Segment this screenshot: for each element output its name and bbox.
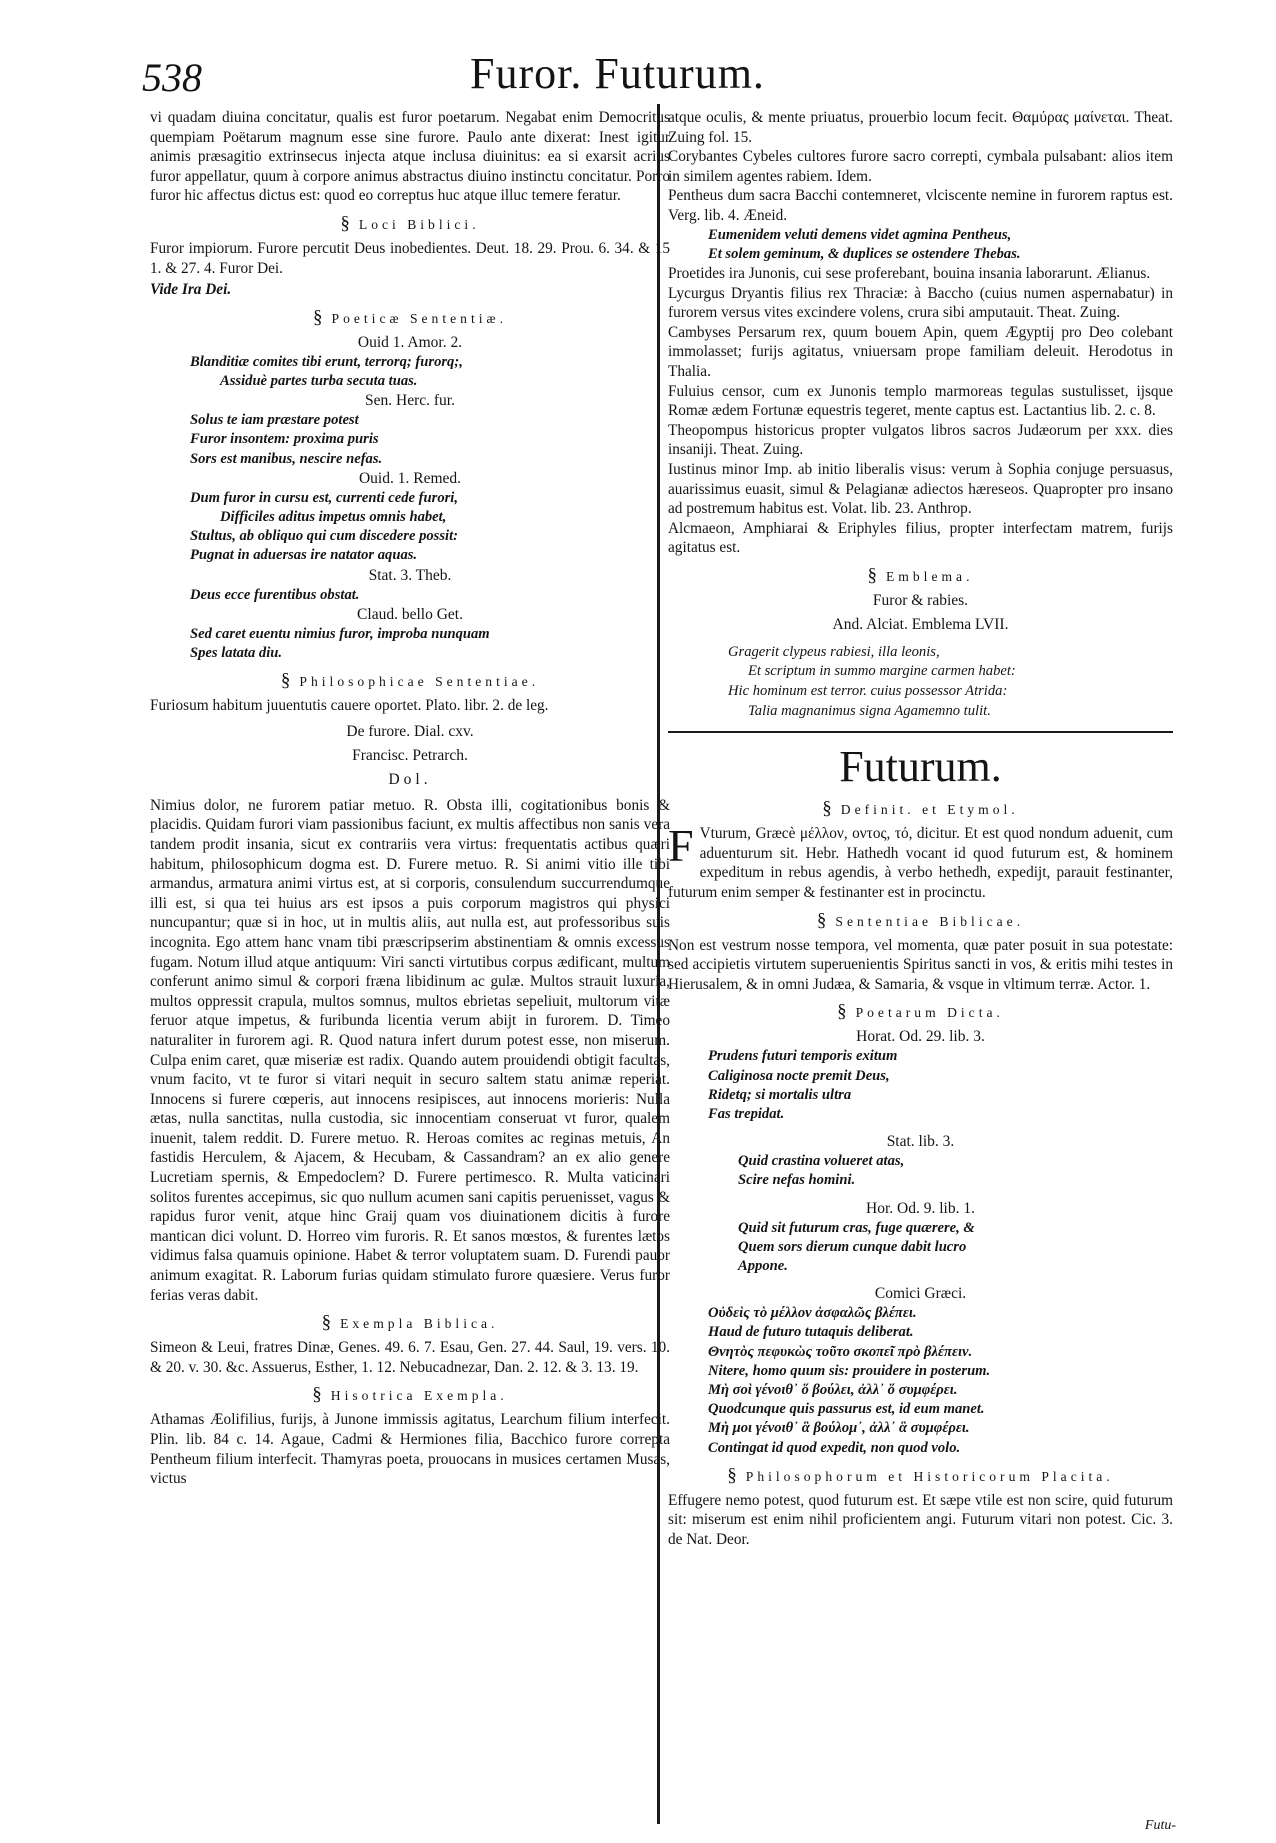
- emblema-source: And. Alciat. Emblema LVII.: [832, 615, 1009, 633]
- source-ouid-remed: Ouid. 1. Remed.: [358, 469, 462, 487]
- verse-line: Quid crastina volueret atas,: [738, 1153, 905, 1170]
- source-claudian: Claud. bello Get.: [357, 605, 463, 623]
- loci-biblici-text: Furor impiorum. Furore percutit Deus inobedientes. Deut. 18. 29. Prou. 6. 34. & 15 1. & 27. 4. Furor Dei.: [150, 239, 670, 277]
- lycurgus-entry: Lycurgus Dryantis filius rex Thraciæ: à Baccho (cuius numen aspernabatur) in furorem versus vites excindere volens, crura sibi amputauit. Theat. Zuing.: [668, 284, 1173, 322]
- right-column: [668, 108, 1173, 1550]
- verse-line: Assiduè partes turba secuta tuas.: [220, 372, 418, 389]
- verse-line: Haud de futuro tutaquis deliberat.: [708, 1324, 914, 1341]
- philosophicae-heading: § Philosophicae Sententiae.: [280, 670, 540, 692]
- section-divider: [668, 731, 1173, 733]
- source-horace-29: Horat. Od. 29. lib. 3.: [856, 1028, 985, 1046]
- corybantes-entry: Corybantes Cybeles cultores furore sacro correpti, cymbala pulsabant: alios item in similem agentes rabiem. Idem.: [668, 148, 1173, 185]
- proetides-entry: Proetides ira Junonis, cui sese proferebant, bouina insania laborarunt. Ælianus.: [668, 264, 1151, 282]
- pentheus-entry: Pentheus dum sacra Bacchi contemneret, vlciscente nemine in furorem raptus est. Verg. lib. 4. Æneid.: [668, 187, 1173, 224]
- verse-line: Dum furor in cursu est, currenti cede furori,: [190, 489, 458, 506]
- intro-paragraph: vi quadam diuina concitatur, qualis est furor poetarum. Negabat enim Democritus quempiam Poëtarum magnum esse sine furore. Paulo ante dixerat: Inest igitur animis præsagitio extrinsecus injecta atque inclusa diuinitus: ea si exarsit acrius furor appellatur, quum à corpore animus abstractus diuino instinctu concitatur. Porro furor hic affectus dictus est: quod eo correptus huc atque illuc temere feratur.: [150, 109, 670, 205]
- verse-line: Ridetq; si mortalis ultra: [708, 1086, 852, 1103]
- verse-line: Pugnat in aduersas ire natator aquas.: [190, 547, 418, 564]
- sententiae-biblicae-text: Non est vestrum nosse tempora, vel momenta, quæ pater posuit in sua potestate: sed accipietis virtutem superuenientis Spiritus sancti in vos, & eritis mihi testes in Hierusalem, & in omni Judæa, & Samaria, & vsque in vltimum terræ. Actor. 1.: [668, 936, 1173, 993]
- cambyses-entry: Cambyses Persarum rex, quum bouem Apin, quem Ægyptij pro Deo colebant immolasset; furijs agitatus, vniuersam prope familiam deleuit. Herodotus in Thalia.: [668, 323, 1173, 380]
- philosophicae-text: Furiosum habitum juuentutis cauere oportet. Plato. libr. 2. de leg.: [150, 697, 549, 715]
- poetarum-heading: § Poetarum Dicta.: [837, 1001, 1004, 1023]
- theopompus-entry: Theopompus historicus propter vulgatos libros sacros Judæorum per xxx. dies insaniji. Theat. Zuing.: [668, 421, 1173, 459]
- continuation-paragraph: atque oculis, & mente priuatus, prouerbio locum fecit. Θαμύρας μαίνεται. Theat. Zuing fol. 15.: [668, 109, 1173, 146]
- verse-line: Quid sit futurum cras, fuge quærere, &: [738, 1219, 975, 1236]
- verse-line: Et scriptum in summo margine carmen habet:: [748, 663, 1016, 680]
- verse-line: Scire nefas homini.: [738, 1172, 856, 1189]
- verse-line: Stultus, ab obliquo qui cum discedere possit:: [190, 528, 458, 545]
- dialogue-author: Francisc. Petrarch.: [352, 746, 468, 764]
- verse-line: Et solem geminum, & duplices se ostendere Thebas.: [708, 245, 1021, 262]
- source-statius-3: Stat. lib. 3.: [886, 1133, 955, 1151]
- historica-text: Athamas Æolifilius, furijs, à Junone immissis agitatus, Learchum filium interfecit. Plin. lib. 84 c. 14. Agaue, Cadmi & Hermiones filia, Bacchico furore correpta Pentheum filium interfecit. Thamyras poeta, prouocans in musices certamen Musas, victus: [150, 1411, 670, 1488]
- verse-line: Caliginosa nocte premit Deus,: [708, 1067, 890, 1084]
- justinus-entry: Iustinus minor Imp. ab initio liberalis visus: verum à Sophia conjuge persuasus, auarissimus euasit, simul & Pelagianæ adiectos hæreseos. Quapropter pro insano ad postremum habitus est. Volat. lib. 23. Anthrop.: [668, 460, 1173, 518]
- dialogue-speaker: Dol.: [388, 770, 432, 788]
- verse-line: Quodcunque quis passurus est, id eum manet.: [708, 1401, 985, 1418]
- philosophorum-text: Effugere nemo potest, quod futurum est. Et sæpe vtile est non scire, quid futurum sit: miserum est enim nihil proficientem angi. Futurum vitari non potest. Cic. 3. de Nat. Deor.: [668, 1491, 1173, 1549]
- fuluius-entry: Fuluius censor, cum ex Junonis templo marmoreas tegulas sustulisset, ijsque Romæ ædem Fortunæ equestris tegeret, mente captus est. Lactantius lib. 2. c. 8.: [668, 382, 1173, 420]
- dialogue-title: De furore. Dial. cxv.: [346, 722, 474, 740]
- verse-line: Μὴ σοὶ γένοιθ᾽ ὅ βούλει, ἀλλ᾽ ὅ συμφέρει.: [708, 1382, 958, 1399]
- emblema-heading: § Emblema.: [867, 564, 974, 586]
- emblema-subtitle: Furor & rabies.: [872, 591, 969, 609]
- exempla-biblica-heading: § Exempla Biblica.: [321, 1312, 499, 1334]
- verse-line: Sed caret euentu nimius furor, improba nunquam: [190, 625, 490, 642]
- verse-line: Furor insontem: proxima puris: [190, 431, 379, 448]
- exempla-biblica-text: Simeon & Leui, fratres Dinæ, Genes. 49. 6. 7. Esau, Gen. 27. 44. Saul, 19. vers. 10. & 20. v. 30. &c. Assuerus, Esther, 1. 12. Nebucadnezar, Dan. 2. 12. & 3. 13. 19.: [150, 1339, 670, 1376]
- source-comici: Comici Græci.: [874, 1285, 967, 1303]
- definit-heading: § Definit. et Etymol.: [822, 798, 1019, 820]
- loci-biblici-heading: § Loci Biblici.: [340, 212, 480, 234]
- verse-line: Appone.: [738, 1258, 788, 1275]
- verse-line: Nitere, homo quum sis: prouidere in posterum.: [708, 1362, 991, 1379]
- philosophorum-heading: § Philosophorum et Historicorum Placita.: [727, 1464, 1114, 1486]
- poeticae-heading: § Poeticæ Sententiæ.: [313, 306, 507, 328]
- left-column: [150, 108, 670, 1489]
- verse-line: Sors est manibus, nescire nefas.: [190, 450, 383, 467]
- alcmaeon-entry: Alcmaeon, Amphiarai & Eriphyles filius, propter interfectam matrem, furijs agitatus est.: [668, 519, 1173, 557]
- section-title-futurum: Futurum.: [839, 742, 1002, 792]
- verse-line: Eumenidem veluti demens videt agmina Pentheus,: [708, 226, 1012, 243]
- verse-line: Οὐδεὶς τὸ μέλλον ἀσφαλῶς βλέπει.: [708, 1305, 917, 1322]
- definit-text-block: [668, 820, 1173, 902]
- page-number: 538: [142, 55, 202, 100]
- dialogue-text: Nimius dolor, ne furorem patiar metuo. R. Obsta illi, cogitationibus bonis & placidis. Quidam furori viam passionibus faciunt, ex multis affectibus non sanis vera tandem prodit insania, sicut ex contrariis vera virtus: frequentatis actibus quæri habitum, philosophicum dogma est. D. Furere metuo. R. Si animi vitio ille tibi armandus, armatura animi virtus est, at si corporis, consulendum succurrendumque illi est, si qua tei huius ars est ipsos a puis corporum magistros qui physici nuncupantur; quæ si in hoc, ut in multis aliis, aut nulla est, aut professoribus suis incognita. Ego attem hanc vnam tibi præscripserim abstinentiam & omnis excessus fugam. Notum illud atque antiquum: Viri sancti virtutibus corpus ædificant, multum conferunt animo simul & corpori fræna libidinum ac gulæ. Multos strauit luxuria, multos oppressit crapula, multos somnus, multos ebrietas sepeliuit, multorum vitæ feruor atque impetus, & furibunda licentia verum abijt in furorem. D. Timeo naturaliter in furorem agi. R. Quod natura infert durum potest esse, non miserum. Culpa enim caret, quæ miseriæ est radix. Quando autem prouidendi obtigit facultas, vnum facito, vt te furor si vitari nequit in securo saltem statu animæ reperiat. Innocens si furere cœperis, aut innocens resipisces, aut innocens morieris: Nulla ætas, nulla sanctitas, nulla custodia, sic innocentiam conseruat vt furor, qualem inuenit, talem reddit. D. Furere metuo. R. Heroas comites ac reginas metuis, An fastidis Herculem, & Ajacem, & Hecubam, & Cassandram? an ex alio genere Lucretiam spernis, & Empedoclem? D. Furere pertimesco. R. Multa vaticinari solitos furentes accepimus, sic quo nullum acumen sani capitis peruenisset, vagus & rapidus furor venit, atque hinc Graij quam vos diuinationem dicitis à furore mantican dici volunt. D. Horreo vim furoris. R. Et sanos mœstos, & furentes lætos vidimus falsa quamuis opinione. Habet & terror voluptatem suam. D. Furendi pauor animum exagitat. R. Laborum furias quidam stimulato furore quæsiere. Verus furor ferias veras dabit.: [150, 796, 670, 1304]
- catchword: Futu-: [1144, 1818, 1176, 1833]
- definit-text: Vturum, Græcè μέλλον, οντος, τό, dicitur. Et est quod nondum aduenit, cum aduenturum sit. Hebr. Hathedh vocant id quod futurum est, & hominem expeditum in rebus agendis, à verbo hethedh, expedijt, parauit festinanter, futurum enim semper & festinanter est in procinctu.: [668, 825, 1173, 902]
- vide-reference: Vide Ira Dei.: [150, 281, 232, 299]
- verse-line: Spes latata diu.: [190, 644, 283, 661]
- verse-line: Difficiles aditus impetus omnis habet,: [220, 508, 447, 525]
- verse-line: Fas trepidat.: [708, 1106, 785, 1123]
- source-horace-9: Hor. Od. 9. lib. 1.: [866, 1199, 975, 1217]
- source-ouid-amor: Ouid 1. Amor. 2.: [357, 333, 463, 351]
- verse-line: Μὴ μοι γένοιθ᾽ ἃ βούλομ᾽, ἀλλ᾽ ἃ συμφέρει.: [708, 1420, 970, 1437]
- verse-line: Gragerit clypeus rabiesi, illa leonis,: [728, 643, 940, 660]
- verse-line: Prudens futuri temporis exitum: [708, 1048, 898, 1065]
- verse-line: Θνητὸς πεφυκὼς τοῦτο σκοπεῖ πρὸ βλέπειν.: [708, 1343, 973, 1360]
- verse-line: Quem sors dierum cunque dabit lucro: [738, 1238, 967, 1255]
- verse-line: Contingat id quod expedit, non quod volo.: [708, 1439, 961, 1456]
- verse-line: Talia magnanimus signa Agamemno tulit.: [748, 702, 991, 719]
- sententiae-biblicae-heading: § Sententiae Biblicae.: [816, 909, 1025, 931]
- verse-line: Deus ecce furentibus obstat.: [190, 586, 360, 603]
- verse-line: Blanditiæ comites tibi erunt, terrorq; furorq;,: [190, 353, 463, 370]
- verse-line: Hic hominum est terror. cuius possessor Atrida:: [728, 683, 1008, 700]
- verse-line: Solus te iam præstare potest: [190, 412, 359, 429]
- source-statius: Stat. 3. Theb.: [368, 566, 452, 584]
- drop-cap: F: [668, 820, 694, 872]
- source-seneca: Sen. Herc. fur.: [365, 392, 455, 410]
- running-head: Furor. Futurum.: [470, 49, 765, 98]
- historica-heading: § Hisotrica Exempla.: [312, 1384, 508, 1406]
